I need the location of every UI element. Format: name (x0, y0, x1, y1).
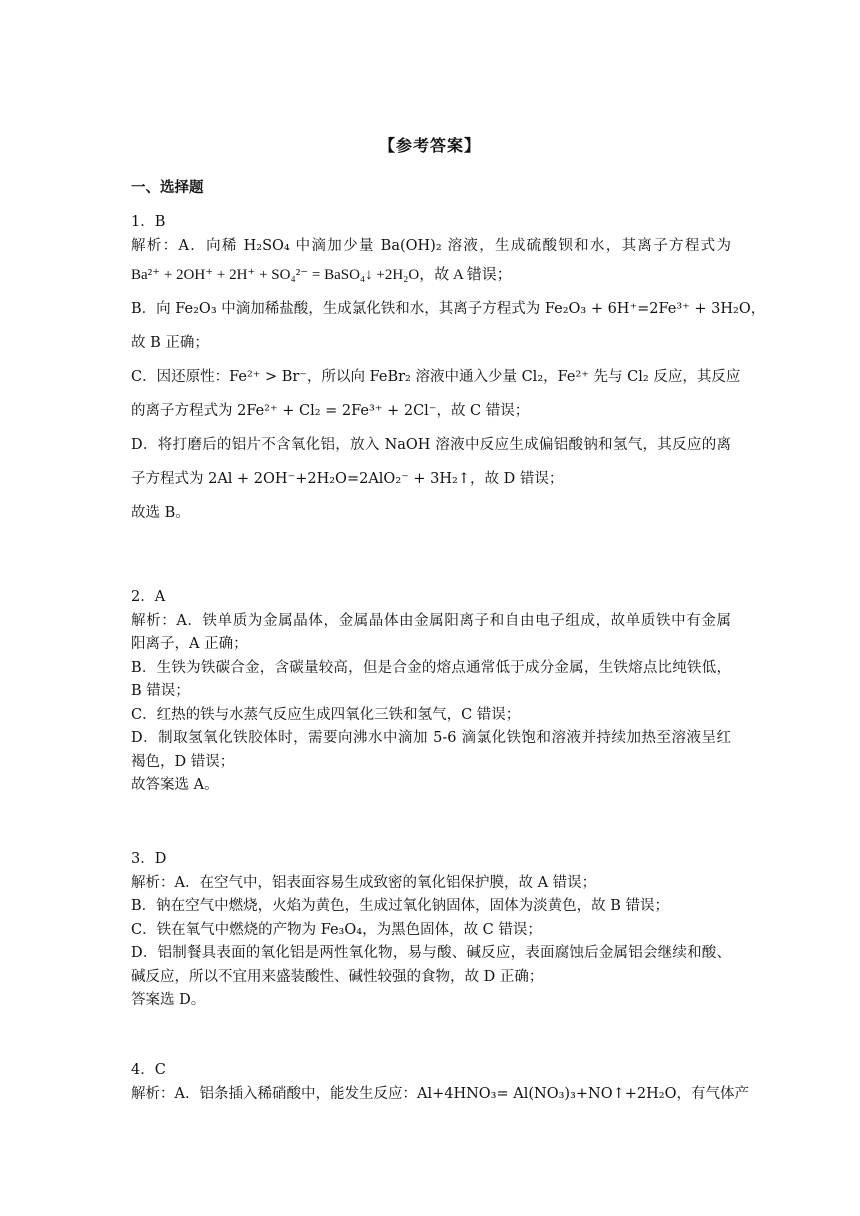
explanation-line: 解析：A．在空气中，铝表面容易生成致密的氧化铝保护膜，故 A 错误； (131, 874, 597, 891)
explanation-line: C．铁在氧气中燃烧的产物为 Fe₃O₄，为黑色固体，故 C 错误； (131, 921, 542, 938)
question-4 (131, 1059, 749, 1106)
answer-number: 3．D (131, 851, 167, 867)
explanation-line: B．向 Fe₂O₃ 中滴加稀盐酸，生成氯化铁和水，其离子方程式为 Fe₂O₃ + 6H⁺=2Fe³⁺ + 3H₂O， (131, 301, 766, 317)
explanation-line: 故选 B。 (131, 505, 190, 521)
explanation-line: 子方程式为 2Al + 2OH⁻+2H₂O=2AlO₂⁻ + 3H₂↑，故 D 错误； (131, 471, 564, 487)
equation-line: Ba²⁺ + 2OH⁺ + 2H⁺ + SO₄²⁻ = BaSO₄↓ +2H₂O，故 A 错误； (131, 267, 512, 283)
explanation-line: 阳离子，A 正确； (131, 636, 248, 652)
explanation-line: 答案选 D。 (131, 992, 206, 1008)
answer-number: 1．B (131, 214, 166, 230)
explanation-line: B．钠在空气中燃烧，火焰为黄色，生成过氧化钠固体，固体为淡黄色，故 B 错误； (131, 898, 670, 914)
explanation-line: D．铝制餐具表面的氧化铝是两性氧化物，易与酸、碱反应，表面腐蚀后金属铝会继续和酸、 (131, 945, 731, 961)
answer-number: 2．A (131, 589, 166, 605)
explanation-line: 故答案选 A。 (131, 777, 219, 793)
explanation-line: D．将打磨后的铝片不含氧化铝，放入 NaOH 溶液中反应生成偏铝酸钠和氢气，其反应的离 (131, 437, 731, 453)
explanation-line: 褐色，D 错误； (131, 753, 235, 770)
explanation-line: B．生铁为铁碳合金，含碳量较高，但是合金的熔点通常低于成分金属，生铁熔点比纯铁低， (131, 659, 731, 676)
section-heading: 一、选择题 (131, 179, 204, 196)
explanation-line: 解析：A．铝条插入稀硝酸中，能发生反应：Al+4HNO₃= Al(NO₃)₃+NO↑+2H₂O，有气体产 (131, 1085, 749, 1102)
explanation-line: C．因还原性：Fe²⁺ > Br⁻，所以向 FeBr₂ 溶液中通入少量 Cl₂，Fe²⁺ 先与 Cl₂ 反应，其反应 (131, 369, 741, 385)
answer-number: 4．C (131, 1062, 166, 1078)
explanation-line: 解析：A．铁单质为金属晶体，金属晶体由金属阳离子和自由电子组成，故单质铁中有金属 (131, 612, 731, 629)
explanation-line: 的离子方程式为 2Fe²⁺ + Cl₂ = 2Fe³⁺ + 2Cl⁻，故 C 错误； (131, 403, 530, 419)
explanation-line: C．红热的铁与水蒸气反应生成四氧化三铁和氢气，C 错误； (131, 706, 521, 723)
explanation-line: 解析：A．向稀 H₂SO₄ 中滴加少量 Ba(OH)₂ 溶液，生成硫酸钡和水，其离子方程式为 (131, 237, 731, 254)
explanation-line: 碱反应，所以不宜用来盛装酸性、碱性较强的食物，故 D 正确； (131, 968, 544, 985)
question-2 (131, 586, 731, 798)
question-1 (131, 211, 766, 530)
explanation-line: 故 B 正确； (131, 335, 209, 351)
explanation-line: B 错误； (131, 683, 190, 699)
question-3 (131, 848, 731, 1013)
page-title: 【参考答案】 (378, 136, 481, 155)
explanation-line: D．制取氢氧化铁胶体时，需要向沸水中滴加 5-6 滴氯化铁饱和溶液并持续加热至溶液呈红 (131, 730, 731, 746)
